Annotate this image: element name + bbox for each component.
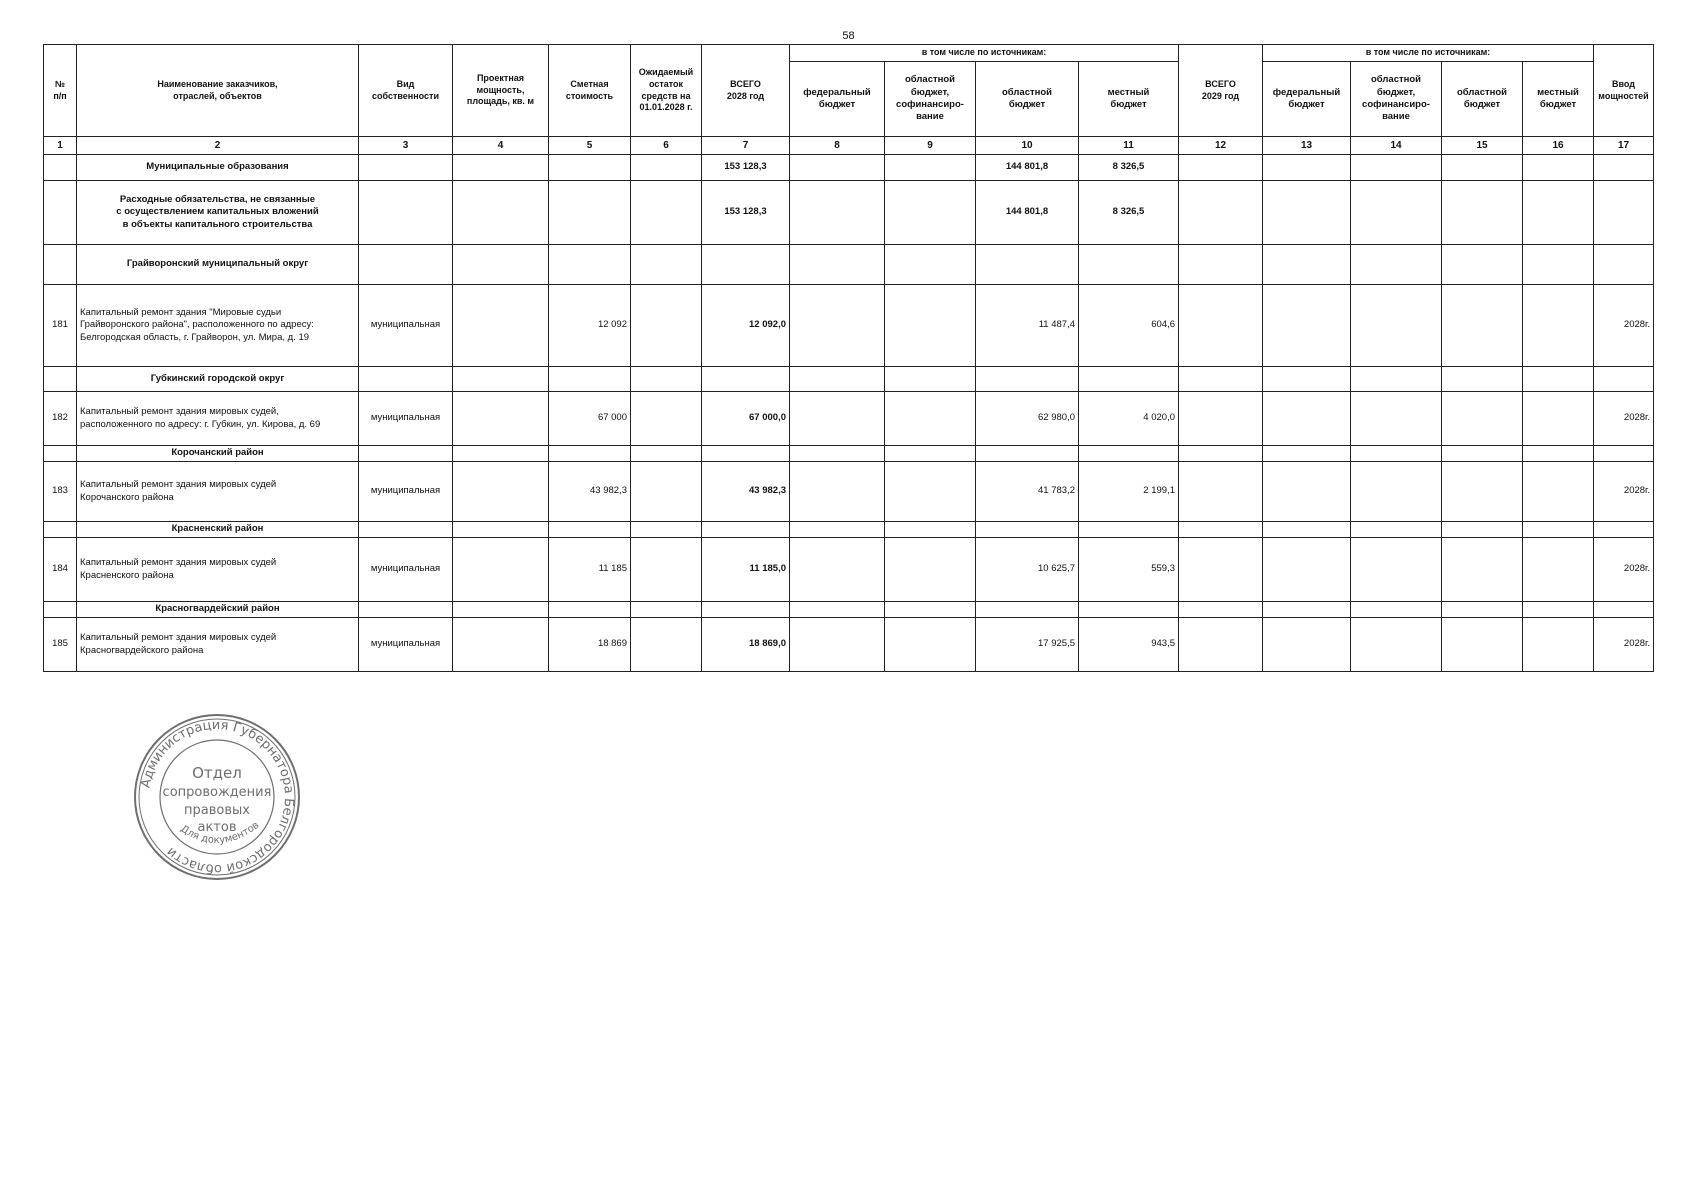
cell-reg-2028: 41 783,2 [976, 462, 1079, 522]
cell-capacity [453, 245, 549, 285]
cell-reg-2029 [1442, 155, 1523, 181]
cell-capacity [453, 446, 549, 462]
cell-ownership: муниципальная [359, 618, 453, 672]
cell-total-2029 [1179, 618, 1263, 672]
cell-reg-2028: 144 801,8 [976, 181, 1079, 245]
cell-reg-2029 [1442, 245, 1523, 285]
cell-fed-2029 [1263, 522, 1351, 538]
cell-reg-2028: 11 487,4 [976, 285, 1079, 367]
cell-total-2029 [1179, 155, 1263, 181]
cell-total-2028: 18 869,0 [702, 618, 790, 672]
cell-reg-cofin-2029 [1351, 181, 1442, 245]
stamp-bottom-text: Для документов [178, 819, 262, 847]
cell-reg-cofin-2028 [885, 392, 976, 446]
section-row [44, 602, 1654, 618]
cell-ownership: муниципальная [359, 538, 453, 602]
header-number-16: 16 [1523, 137, 1594, 155]
cell-total-2028: 12 092,0 [702, 285, 790, 367]
cell-remainder [631, 181, 702, 245]
cell-reg-cofin-2028 [885, 155, 976, 181]
cell-total-2028: 67 000,0 [702, 392, 790, 446]
table-row [44, 618, 1654, 672]
cell-reg-cofin-2029 [1351, 155, 1442, 181]
table-row [44, 285, 1654, 367]
cell-remainder [631, 392, 702, 446]
cell-fed-2028 [790, 285, 885, 367]
header-group-2029: в том числе по источникам: [1263, 45, 1594, 62]
cell-capacity [453, 181, 549, 245]
cell-capacity [453, 155, 549, 181]
table-row [44, 462, 1654, 522]
cell-local-2029 [1523, 462, 1594, 522]
cell-total-2029 [1179, 285, 1263, 367]
cell-num: 184 [44, 538, 77, 602]
cell-remainder [631, 155, 702, 181]
cell-fed-2028 [790, 462, 885, 522]
header-number-12: 12 [1179, 137, 1263, 155]
cell-total-2029 [1179, 245, 1263, 285]
cell-commission [1594, 155, 1654, 181]
cell-estimate: 11 185 [549, 538, 631, 602]
header-number-8: 8 [790, 137, 885, 155]
cell-local-2029 [1523, 538, 1594, 602]
cell-reg-2029 [1442, 462, 1523, 522]
cell-capacity [453, 522, 549, 538]
cell-num [44, 155, 77, 181]
cell-name: Капитальный ремонт здания мировых судей Корочанского района [77, 462, 359, 522]
cell-total-2028 [702, 522, 790, 538]
cell-local-2028 [1079, 367, 1179, 392]
cell-reg-cofin-2029 [1351, 462, 1442, 522]
cell-remainder [631, 285, 702, 367]
cell-reg-2029 [1442, 285, 1523, 367]
cell-estimate: 18 869 [549, 618, 631, 672]
cell-local-2029 [1523, 602, 1594, 618]
cell-capacity [453, 602, 549, 618]
cell-reg-cofin-2029 [1351, 538, 1442, 602]
cell-reg-2028 [976, 367, 1079, 392]
cell-local-2028: 604,6 [1079, 285, 1179, 367]
cell-reg-2028: 144 801,8 [976, 155, 1079, 181]
cell-local-2028: 8 326,5 [1079, 155, 1179, 181]
cell-commission [1594, 602, 1654, 618]
cell-reg-cofin-2028 [885, 446, 976, 462]
cell-num [44, 367, 77, 392]
cell-estimate: 43 982,3 [549, 462, 631, 522]
cell-local-2029 [1523, 446, 1594, 462]
header-number-13: 13 [1263, 137, 1351, 155]
header-col-10: областной бюджет [976, 62, 1079, 137]
cell-commission: 2028г. [1594, 285, 1654, 367]
stamp-center-text: правовых [184, 803, 250, 818]
cell-estimate [549, 446, 631, 462]
cell-reg-2029 [1442, 602, 1523, 618]
header-col-16: местный бюджет [1523, 62, 1594, 137]
header-number-4: 4 [453, 137, 549, 155]
cell-num [44, 245, 77, 285]
cell-estimate [549, 367, 631, 392]
cell-name: Капитальный ремонт здания "Мировые судьи Грайворонского района", расположенного по адресу: Белгородская область, г. Грайворон, ул. Мира, д. 19 [77, 285, 359, 367]
cell-ownership: муниципальная [359, 285, 453, 367]
cell-commission: 2028г. [1594, 392, 1654, 446]
header-col-5: Сметная стоимость [549, 45, 631, 137]
cell-reg-2028 [976, 245, 1079, 285]
cell-fed-2029 [1263, 618, 1351, 672]
cell-local-2028 [1079, 245, 1179, 285]
cell-name: Капитальный ремонт здания мировых судей Красненского района [77, 538, 359, 602]
cell-reg-2028: 17 925,5 [976, 618, 1079, 672]
cell-local-2028: 2 199,1 [1079, 462, 1179, 522]
cell-total-2028 [702, 245, 790, 285]
cell-fed-2028 [790, 446, 885, 462]
cell-commission [1594, 181, 1654, 245]
header-col-6: Ожидаемый остаток средств на 01.01.2028 г. [631, 45, 702, 137]
cell-ownership [359, 245, 453, 285]
cell-ownership [359, 446, 453, 462]
cell-reg-cofin-2028 [885, 522, 976, 538]
cell-reg-cofin-2029 [1351, 602, 1442, 618]
cell-total-2029 [1179, 392, 1263, 446]
cell-commission [1594, 367, 1654, 392]
stamp-center-text: актов [197, 820, 237, 835]
header-number-3: 3 [359, 137, 453, 155]
cell-reg-cofin-2029 [1351, 618, 1442, 672]
header-number-9: 9 [885, 137, 976, 155]
section-row [44, 155, 1654, 181]
cell-local-2028: 4 020,0 [1079, 392, 1179, 446]
cell-capacity [453, 618, 549, 672]
cell-local-2029 [1523, 618, 1594, 672]
table-body [44, 155, 1654, 672]
section-row [44, 181, 1654, 245]
cell-reg-2028 [976, 446, 1079, 462]
cell-total-2028 [702, 446, 790, 462]
cell-estimate [549, 181, 631, 245]
cell-local-2029 [1523, 245, 1594, 285]
cell-num [44, 522, 77, 538]
cell-total-2029 [1179, 538, 1263, 602]
header-number-6: 6 [631, 137, 702, 155]
page-number: 58 [842, 30, 855, 42]
header-col-2: Наименование заказчиков, отраслей, объектов [77, 45, 359, 137]
cell-total-2029 [1179, 446, 1263, 462]
cell-fed-2028 [790, 367, 885, 392]
cell-total-2028 [702, 602, 790, 618]
cell-local-2029 [1523, 522, 1594, 538]
header-group-2028: в том числе по источникам: [790, 45, 1179, 62]
section-row [44, 446, 1654, 462]
cell-name: Губкинский городской округ [77, 367, 359, 392]
cell-estimate: 12 092 [549, 285, 631, 367]
cell-ownership [359, 155, 453, 181]
header-number-14: 14 [1351, 137, 1442, 155]
cell-remainder [631, 446, 702, 462]
cell-fed-2028 [790, 245, 885, 285]
header-number-5: 5 [549, 137, 631, 155]
cell-local-2028: 8 326,5 [1079, 181, 1179, 245]
cell-reg-2029 [1442, 446, 1523, 462]
cell-reg-cofin-2029 [1351, 446, 1442, 462]
table-row [44, 538, 1654, 602]
cell-fed-2028 [790, 181, 885, 245]
section-row [44, 522, 1654, 538]
header-col-4: Проектная мощность, площадь, кв. м [453, 45, 549, 137]
header-number-2: 2 [77, 137, 359, 155]
cell-local-2028 [1079, 602, 1179, 618]
cell-commission: 2028г. [1594, 618, 1654, 672]
cell-reg-2029 [1442, 538, 1523, 602]
cell-reg-2028: 10 625,7 [976, 538, 1079, 602]
cell-fed-2028 [790, 538, 885, 602]
cell-reg-cofin-2029 [1351, 522, 1442, 538]
cell-estimate [549, 155, 631, 181]
header-number-1: 1 [44, 137, 77, 155]
cell-commission: 2028г. [1594, 462, 1654, 522]
header-col-7: ВСЕГО 2028 год [702, 45, 790, 137]
cell-commission [1594, 522, 1654, 538]
header-number-7: 7 [702, 137, 790, 155]
stamp-center-text: Отдел [192, 764, 242, 782]
cell-name: Муниципальные образования [77, 155, 359, 181]
cell-total-2029 [1179, 462, 1263, 522]
cell-capacity [453, 367, 549, 392]
cell-num [44, 181, 77, 245]
cell-local-2028: 559,3 [1079, 538, 1179, 602]
cell-reg-cofin-2028 [885, 602, 976, 618]
cell-capacity [453, 462, 549, 522]
cell-name: Капитальный ремонт здания мировых судей Красногвардейского района [77, 618, 359, 672]
cell-fed-2028 [790, 522, 885, 538]
header-col-12: ВСЕГО 2029 год [1179, 45, 1263, 137]
cell-reg-2028 [976, 602, 1079, 618]
cell-fed-2029 [1263, 446, 1351, 462]
header-number-17: 17 [1594, 137, 1654, 155]
cell-reg-2029 [1442, 367, 1523, 392]
cell-reg-cofin-2028 [885, 462, 976, 522]
cell-reg-2029 [1442, 522, 1523, 538]
cell-local-2028 [1079, 446, 1179, 462]
header-col-9: областной бюджет, софинансиро- вание [885, 62, 976, 137]
cell-reg-cofin-2029 [1351, 285, 1442, 367]
cell-total-2029 [1179, 367, 1263, 392]
cell-ownership [359, 522, 453, 538]
cell-reg-cofin-2029 [1351, 392, 1442, 446]
cell-reg-cofin-2028 [885, 245, 976, 285]
header-col-15: областной бюджет [1442, 62, 1523, 137]
cell-local-2028 [1079, 522, 1179, 538]
header-col-1: № п/п [44, 45, 77, 137]
cell-fed-2028 [790, 618, 885, 672]
cell-num: 185 [44, 618, 77, 672]
header-number-11: 11 [1079, 137, 1179, 155]
cell-reg-cofin-2028 [885, 367, 976, 392]
stamp-seal [132, 712, 302, 882]
cell-total-2029 [1179, 522, 1263, 538]
cell-name: Грайворонский муниципальный округ [77, 245, 359, 285]
cell-name: Красногвардейский район [77, 602, 359, 618]
header-col-3: Вид собственности [359, 45, 453, 137]
header-number-15: 15 [1442, 137, 1523, 155]
cell-reg-2029 [1442, 392, 1523, 446]
stamp-ring-text: Администрация Губернатора Белгородской области [138, 717, 297, 877]
cell-reg-cofin-2028 [885, 538, 976, 602]
cell-total-2029 [1179, 181, 1263, 245]
cell-fed-2029 [1263, 538, 1351, 602]
cell-name: Капитальный ремонт здания мировых судей, расположенного по адресу: г. Губкин, ул. Кирова, д. 69 [77, 392, 359, 446]
budget-table [43, 44, 1654, 672]
cell-local-2028: 943,5 [1079, 618, 1179, 672]
cell-local-2029 [1523, 285, 1594, 367]
cell-num: 181 [44, 285, 77, 367]
stamp-center-text: сопровождения [162, 785, 272, 800]
cell-ownership: муниципальная [359, 462, 453, 522]
header-number-10: 10 [976, 137, 1079, 155]
cell-fed-2029 [1263, 155, 1351, 181]
cell-remainder [631, 367, 702, 392]
cell-reg-cofin-2028 [885, 181, 976, 245]
cell-name: Расходные обязательства, не связанные с осуществлением капитальных вложений в объекты капитального строительства [77, 181, 359, 245]
cell-fed-2029 [1263, 392, 1351, 446]
cell-num [44, 446, 77, 462]
cell-reg-2028: 62 980,0 [976, 392, 1079, 446]
cell-local-2029 [1523, 155, 1594, 181]
cell-num [44, 602, 77, 618]
cell-reg-2028 [976, 522, 1079, 538]
section-row [44, 367, 1654, 392]
cell-reg-cofin-2029 [1351, 245, 1442, 285]
cell-ownership [359, 367, 453, 392]
cell-fed-2028 [790, 155, 885, 181]
header-col-8: федеральный бюджет [790, 62, 885, 137]
cell-local-2029 [1523, 181, 1594, 245]
cell-remainder [631, 602, 702, 618]
cell-name: Корочанский район [77, 446, 359, 462]
cell-fed-2029 [1263, 462, 1351, 522]
cell-remainder [631, 245, 702, 285]
cell-commission [1594, 446, 1654, 462]
cell-commission: 2028г. [1594, 538, 1654, 602]
cell-reg-cofin-2028 [885, 285, 976, 367]
cell-total-2028: 153 128,3 [702, 155, 790, 181]
cell-reg-cofin-2029 [1351, 367, 1442, 392]
cell-name: Красненский район [77, 522, 359, 538]
cell-remainder [631, 522, 702, 538]
cell-remainder [631, 618, 702, 672]
cell-ownership: муниципальная [359, 392, 453, 446]
cell-reg-cofin-2028 [885, 618, 976, 672]
cell-capacity [453, 538, 549, 602]
cell-commission [1594, 245, 1654, 285]
header-col-17: Ввод мощностей [1594, 45, 1654, 137]
cell-reg-2029 [1442, 618, 1523, 672]
cell-total-2028 [702, 367, 790, 392]
cell-fed-2029 [1263, 181, 1351, 245]
cell-estimate [549, 245, 631, 285]
cell-fed-2029 [1263, 285, 1351, 367]
cell-total-2028: 43 982,3 [702, 462, 790, 522]
header-col-14: областной бюджет, софинансиро- вание [1351, 62, 1442, 137]
cell-ownership [359, 181, 453, 245]
cell-capacity [453, 285, 549, 367]
cell-num: 183 [44, 462, 77, 522]
header-col-11: местный бюджет [1079, 62, 1179, 137]
cell-num: 182 [44, 392, 77, 446]
table-row [44, 392, 1654, 446]
cell-fed-2029 [1263, 245, 1351, 285]
header-col-13: федеральный бюджет [1263, 62, 1351, 137]
table-header [44, 45, 1654, 155]
cell-fed-2029 [1263, 367, 1351, 392]
cell-local-2029 [1523, 392, 1594, 446]
cell-capacity [453, 392, 549, 446]
section-row [44, 245, 1654, 285]
cell-local-2029 [1523, 367, 1594, 392]
cell-ownership [359, 602, 453, 618]
cell-remainder [631, 538, 702, 602]
cell-reg-2029 [1442, 181, 1523, 245]
cell-remainder [631, 462, 702, 522]
cell-fed-2028 [790, 392, 885, 446]
cell-estimate [549, 522, 631, 538]
cell-fed-2029 [1263, 602, 1351, 618]
cell-estimate [549, 602, 631, 618]
cell-total-2028: 153 128,3 [702, 181, 790, 245]
cell-estimate: 67 000 [549, 392, 631, 446]
cell-total-2028: 11 185,0 [702, 538, 790, 602]
cell-fed-2028 [790, 602, 885, 618]
cell-total-2029 [1179, 602, 1263, 618]
